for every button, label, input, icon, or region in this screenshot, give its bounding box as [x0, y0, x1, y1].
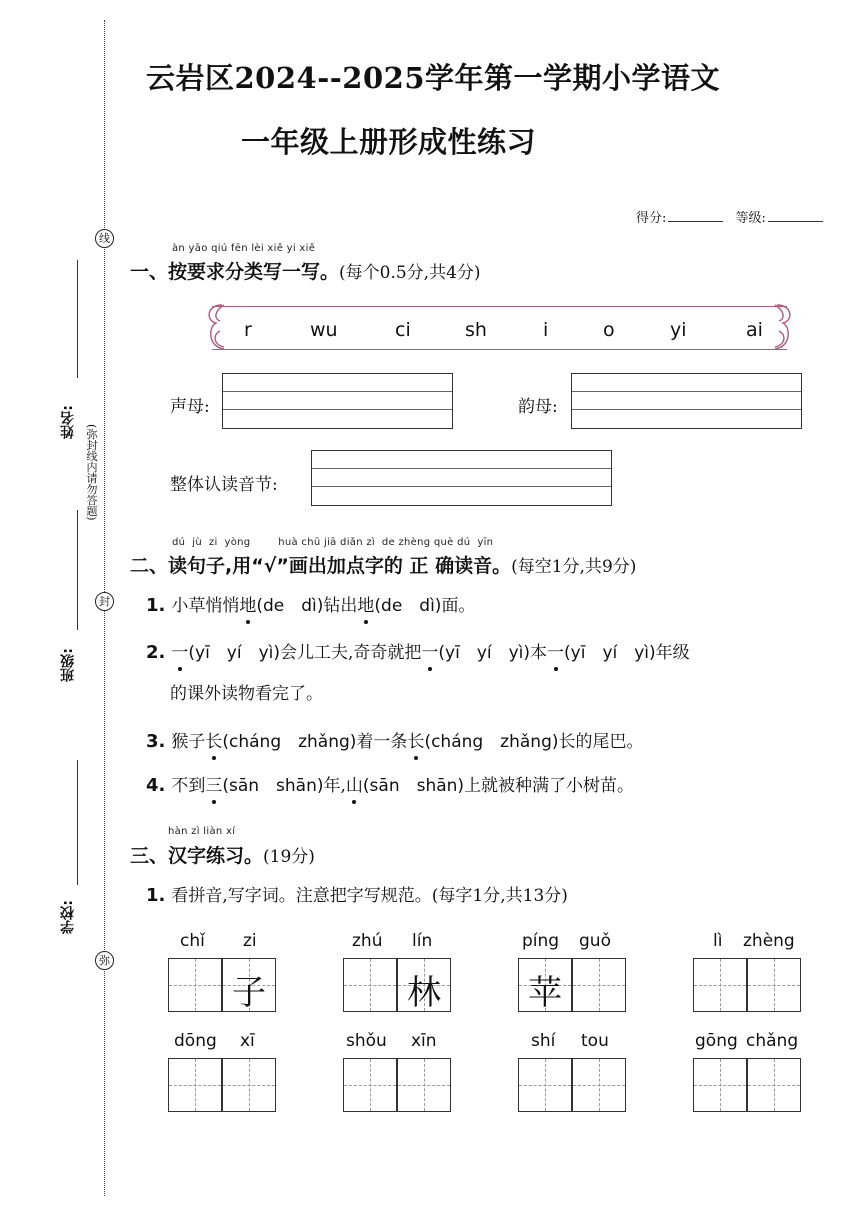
tianzi-box[interactable]	[518, 1058, 572, 1112]
score-area	[636, 207, 831, 226]
section1-title: 一、按要求分类写一写。	[130, 261, 340, 283]
tianzi-box[interactable]	[747, 958, 801, 1012]
tianzi-box[interactable]	[343, 958, 397, 1012]
pinyin-items-frame	[212, 306, 787, 350]
tianzi-box[interactable]: 子	[222, 958, 276, 1012]
title-line-1: 云岩区2024--2025学年第一学期小学语文	[146, 61, 720, 95]
section2-heading	[130, 551, 636, 578]
section3-title: 三、汉字练习。	[130, 845, 264, 867]
class-line	[77, 510, 78, 630]
class-label: 班级:	[60, 648, 76, 682]
frame-ornament-left-icon	[202, 301, 232, 355]
word-pinyin-3b: guǒ	[579, 931, 611, 951]
pinyin-item: i	[543, 319, 549, 341]
word-pinyin-5b: xī	[240, 1031, 255, 1051]
name-label: 姓名:	[60, 405, 76, 439]
section3-note: (19分)	[263, 847, 315, 867]
tianzi-box[interactable]	[747, 1058, 801, 1112]
shengmu-label: 声母:	[170, 397, 210, 417]
question-2-3: 3. 猴子长(cháng zhǎng)着一条长(cháng zhǎng)长的尾巴。	[146, 731, 644, 752]
word-pinyin-4: lì	[713, 931, 723, 951]
seal-mark-feng: 封	[95, 592, 114, 611]
pinyin-item: wu	[310, 319, 338, 341]
school-line	[77, 760, 78, 885]
name-line	[77, 260, 78, 378]
word-pinyin-5: dōng	[174, 1031, 217, 1051]
word-pinyin-2b: lín	[412, 931, 433, 951]
yunmu-writing-box[interactable]	[571, 373, 802, 429]
tianzi-box[interactable]: 林	[397, 958, 451, 1012]
tianzi-box[interactable]	[693, 958, 747, 1012]
word-pinyin-2: zhú	[352, 931, 383, 951]
word-pinyin-3: píng	[522, 931, 560, 951]
word-pinyin-8b: chǎng	[746, 1031, 799, 1051]
tianzi-box[interactable]	[397, 1058, 451, 1112]
question-2-4: 4. 不到三(sān shān)年,山(sān shān)上就被种满了小树苗。	[146, 775, 635, 796]
question-2-2-line2: 的课外读物看完了。	[170, 684, 323, 704]
word-pinyin-8: gōng	[695, 1031, 738, 1051]
word-pinyin-4b: zhèng	[743, 931, 795, 951]
tianzi-box[interactable]	[343, 1058, 397, 1112]
pinyin-item: ci	[395, 319, 411, 341]
tianzi-box[interactable]: 苹	[518, 958, 572, 1012]
shengmu-writing-box[interactable]	[222, 373, 453, 429]
word-pinyin-6: shǒu	[346, 1031, 387, 1051]
title-line-2: 一年级上册形成性练习	[241, 125, 537, 159]
seal-mark-xian: 线	[95, 229, 114, 248]
section3-heading	[130, 841, 315, 868]
pinyin-item: sh	[465, 319, 487, 341]
pinyin-item: ai	[746, 319, 763, 341]
pinyin-item: yi	[670, 319, 687, 341]
section3-pinyin: hàn zì liàn xí	[168, 826, 236, 837]
zhengti-writing-box[interactable]	[311, 450, 612, 506]
grade-blank[interactable]	[768, 221, 823, 222]
section2-pinyin: dú jù zi yòng huà chū jiā diǎn zì de zhèng què dú yīn	[172, 537, 494, 548]
seal-note: (弥封线内请勿答题)	[85, 424, 98, 521]
tianzi-box[interactable]	[572, 1058, 626, 1112]
tianzi-box[interactable]	[572, 958, 626, 1012]
word-pinyin-7: shí	[531, 1031, 556, 1051]
question-2-2: 2. 一(yī yí yì)会儿工夫,奇奇就把一(yī yí yì)本一(yī yí yì)年级	[146, 642, 690, 663]
yunmu-label: 韵母:	[518, 397, 558, 417]
word-pinyin-1b: zi	[243, 931, 257, 951]
score-label: 得分:	[636, 211, 667, 226]
pinyin-item: r	[244, 319, 252, 341]
word-pinyin-7b: tou	[581, 1031, 609, 1051]
tianzi-box[interactable]	[168, 958, 222, 1012]
score-blank[interactable]	[668, 221, 723, 222]
tianzi-box[interactable]	[693, 1058, 747, 1112]
question-2-1: 1. 小草悄悄地(de dì)钻出地(de dì)面。	[146, 595, 476, 616]
tianzi-box[interactable]	[222, 1058, 276, 1112]
pinyin-item: o	[603, 319, 615, 341]
section1-note: (每个0.5分,共4分)	[339, 263, 481, 283]
section1-pinyin: àn yāo qiú fēn lèi xiě yi xiě	[172, 243, 316, 254]
section2-note: (每空1分,共9分)	[511, 557, 637, 577]
seal-mark-mi: 弥	[95, 951, 114, 970]
question-3-1: 1. 看拼音,写字词。注意把字写规范。(每字1分,共13分)	[146, 885, 568, 906]
school-label: 学校:	[60, 900, 76, 934]
word-pinyin-6b: xīn	[411, 1031, 437, 1051]
grade-label: 等级:	[735, 211, 766, 226]
tianzi-box[interactable]	[168, 1058, 222, 1112]
section1-heading	[130, 257, 481, 284]
word-pinyin-1: chǐ	[180, 931, 205, 951]
frame-ornament-right-icon	[767, 301, 797, 355]
zhengti-label: 整体认读音节:	[170, 475, 278, 495]
section2-title: 二、读句子,用“√”画出加点字的 正 确读音。	[130, 555, 512, 577]
